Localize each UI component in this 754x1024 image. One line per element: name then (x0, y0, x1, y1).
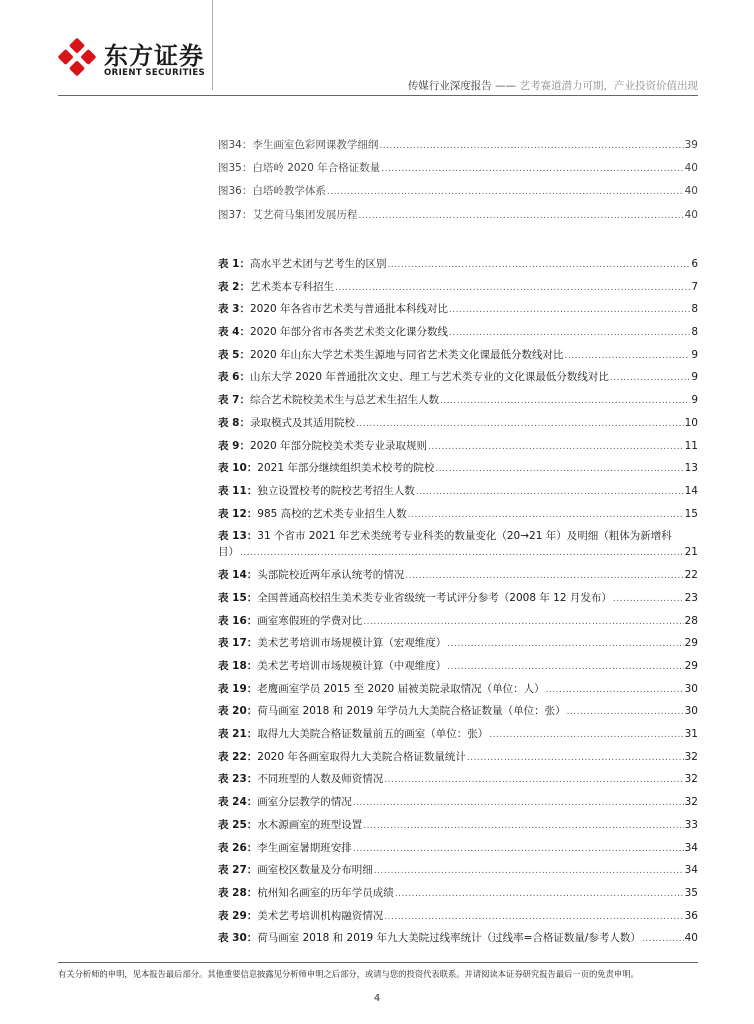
table-number: 表 9： (218, 439, 250, 452)
table-title: 录取模式及其适用院校 (249, 416, 355, 429)
table-title: 31 个省市 2021 年艺术类统考专业科类的数量变化（20→21 年）及明细（粗体为新增科 (257, 530, 672, 543)
figure-label: 图35：白塔岭 2020 年合格证数量 (218, 162, 381, 175)
table-page: 32 (684, 773, 698, 786)
table-number: 表 18： (218, 660, 258, 672)
table-label (218, 347, 564, 362)
table-number: 表 1： (218, 258, 250, 270)
table-title: 2020 年各画室取得九大美院合格证数量统计 (257, 750, 466, 763)
table-number: 表 26： (218, 841, 258, 854)
table-title: 艺术类本专科招生 (249, 280, 334, 293)
toc-table-row[interactable] (218, 506, 698, 529)
leader-dots (353, 798, 684, 808)
toc-table-row[interactable] (218, 840, 698, 863)
toc-table-row[interactable] (218, 544, 698, 567)
table-number: 表 8： (218, 416, 250, 429)
table-label (218, 794, 352, 809)
table-label (218, 279, 334, 294)
table-label (218, 506, 407, 521)
table-label (218, 567, 404, 582)
toc-figure-row[interactable] (218, 160, 698, 183)
table-title: 2021 年部分继续组织美术校考的院校 (257, 462, 435, 475)
table-page: 9 (691, 348, 698, 361)
toc-table-row[interactable] (218, 908, 698, 931)
table-page: 36 (684, 909, 698, 922)
header-separator: —— (491, 80, 520, 92)
table-label (218, 483, 415, 498)
table-page: 13 (684, 462, 698, 475)
table-title: 水木源画室的班型设置 (257, 818, 363, 831)
table-page: 35 (684, 886, 698, 899)
leader-dots (447, 662, 683, 672)
leader-dots (384, 912, 683, 922)
table-label (218, 369, 609, 384)
table-number: 表 3： (218, 303, 250, 316)
table-page: 7 (691, 280, 698, 293)
table-page: 29 (684, 660, 698, 672)
table-list (218, 256, 698, 953)
table-number: 表 24： (218, 796, 258, 809)
table-title: 2020 年部分省市各类艺术类文化课分数线 (249, 326, 449, 339)
toc-table-row[interactable] (218, 567, 698, 590)
table-number: 表 16： (218, 614, 258, 627)
toc-table-row[interactable] (218, 703, 698, 726)
figure-label: 图36：白塔岭教学体系 (218, 185, 326, 198)
table-number: 表 27： (218, 864, 258, 877)
table-label (218, 862, 373, 877)
table-title: 美术艺考培训市场规模计算（宏观维度） (257, 637, 447, 650)
table-page: 29 (684, 637, 698, 650)
leader-dots (374, 866, 684, 876)
table-label (218, 590, 612, 605)
table-number: 表 7： (218, 394, 250, 407)
table-label (218, 301, 448, 316)
toc-table-row[interactable] (218, 279, 698, 302)
table-title: 杭州知名画室的历年学员成绩 (257, 886, 394, 899)
toc-table-row[interactable] (218, 681, 698, 704)
figure-label: 图37：艾艺荷马集团发展历程 (218, 208, 358, 221)
table-page: 33 (684, 818, 698, 831)
table-number: 表 22： (218, 750, 258, 763)
leader-dots (489, 730, 683, 740)
leader-dots (567, 707, 684, 717)
toc-table-row[interactable] (218, 590, 698, 613)
table-page: 30 (684, 682, 698, 695)
table-page: 22 (684, 569, 698, 582)
toc-figure-row[interactable] (218, 183, 698, 206)
table-label (218, 681, 545, 696)
table-label (218, 460, 434, 475)
table-title: 画室校区数量及分布明细 (257, 864, 373, 877)
leader-dots (327, 187, 684, 197)
table-label (218, 256, 386, 271)
table-label (218, 908, 383, 923)
table-number: 表 12： (218, 507, 258, 520)
toc-table-row[interactable] (218, 392, 698, 415)
leader-dots (363, 617, 683, 627)
table-page: 21 (684, 546, 698, 559)
leader-dots (335, 283, 690, 293)
leader-dots (613, 594, 684, 604)
leader-dots (642, 934, 684, 944)
brand-name-en: ORIENT SECURITIES (104, 68, 206, 78)
table-number: 表 30： (218, 932, 258, 945)
table-page: 8 (691, 303, 698, 316)
table-label (218, 392, 439, 407)
table-number: 表 11： (218, 484, 258, 497)
table-label (218, 817, 362, 832)
table-page: 9 (691, 394, 698, 407)
table-page: 34 (684, 841, 698, 854)
figure-page: 40 (684, 162, 698, 175)
toc-table-row[interactable] (218, 771, 698, 794)
table-title: 李生画室暑期班安排 (257, 841, 352, 854)
table-title: 美术艺考培训市场规模计算（中观维度） (257, 660, 447, 672)
orient-securities-logo-icon (58, 38, 96, 76)
table-number: 表 4： (218, 326, 250, 339)
leader-dots (610, 373, 690, 383)
table-title: 高水平艺术团与艺考生的区别 (249, 258, 387, 270)
table-page: 28 (684, 614, 698, 627)
toc-table-row[interactable] (218, 347, 698, 370)
brand-logo (58, 36, 218, 86)
toc-table-row[interactable] (218, 369, 698, 392)
table-label (218, 771, 383, 786)
table-page: 10 (684, 416, 698, 429)
footer-divider (58, 962, 698, 963)
toc-table-row[interactable] (218, 930, 698, 953)
leader-dots (353, 844, 684, 854)
leader-dots (363, 821, 683, 831)
table-label (218, 885, 394, 900)
table-title: 985 高校的艺术类专业招生人数 (257, 507, 407, 520)
page-number: 4 (373, 993, 381, 1004)
leader-dots (405, 571, 683, 581)
toc-table-row[interactable] (218, 885, 698, 908)
leader-dots (435, 464, 683, 474)
table-page: 11 (684, 439, 698, 452)
table-label (218, 528, 672, 543)
leader-dots (358, 211, 683, 221)
table-title: 画室寒假班的学费对比 (257, 614, 363, 627)
leader-dots (449, 305, 690, 315)
table-label (218, 438, 427, 453)
table-label (218, 749, 466, 764)
table-page: 30 (684, 705, 698, 718)
table-label (218, 840, 352, 855)
table-title: 老鹰画室学员 2015 至 2020 届被美院录取情况（单位：人） (257, 682, 545, 695)
table-label (218, 324, 448, 339)
report-category: 传媒行业深度报告 (407, 80, 492, 92)
leader-dots (447, 639, 683, 649)
table-title: 取得九大美院合格证数量前五的画室（单位：张） (257, 728, 489, 741)
toc-table-row[interactable] (218, 256, 698, 279)
leader-dots (416, 487, 684, 497)
toc-table-row[interactable] (218, 324, 698, 347)
table-title: 山东大学 2020 年普通批次文史、理工与艺术类专业的文化课最低分数线对比 (249, 371, 609, 384)
table-number: 表 13： (218, 530, 258, 543)
report-header (408, 78, 698, 93)
table-label (218, 703, 566, 718)
toc-table-row[interactable] (218, 528, 698, 544)
leader-dots (395, 889, 684, 899)
toc-table-row[interactable] (218, 438, 698, 461)
toc-figure-row[interactable] (218, 137, 698, 160)
toc-table-row[interactable] (218, 794, 698, 817)
leader-dots (356, 419, 684, 429)
table-page: 8 (691, 326, 698, 339)
table-page: 9 (691, 371, 698, 384)
table-number: 表 6： (218, 371, 250, 384)
table-title: 综合艺术院校美术生与总艺术生招生人数 (249, 394, 439, 407)
table-page: 34 (684, 864, 698, 877)
table-title: 头部院校近两年承认统考的情况 (257, 569, 405, 582)
brand-name-cn: 东方证券 (104, 42, 204, 70)
toc-table-row[interactable] (218, 749, 698, 772)
toc-table-row[interactable] (218, 301, 698, 324)
table-page: 14 (684, 484, 698, 497)
leader-dots (565, 351, 691, 361)
toc-table-row[interactable] (218, 483, 698, 506)
table-title: 画室分层教学的情况 (257, 796, 352, 809)
table-page: 40 (684, 932, 698, 945)
table-number: 表 10： (218, 462, 258, 475)
table-title: 荷马画室 2018 和 2019 年学员九大美院合格证数量（单位：张） (257, 705, 566, 718)
table-number: 表 5： (218, 348, 250, 361)
table-title: 2020 年各省市艺术类与普通批本科线对比 (249, 303, 449, 316)
table-number: 表 17： (218, 637, 258, 650)
table-number: 表 14： (218, 569, 258, 582)
leader-dots (449, 328, 690, 338)
figure-page: 39 (684, 139, 698, 151)
leader-dots (381, 164, 683, 174)
table-title: 全国普通高校招生美术类专业省级统一考试评分参考（2008 年 12 月发布） (257, 591, 612, 604)
table-number: 表 28： (218, 886, 258, 899)
toc-table-row[interactable] (218, 415, 698, 438)
leader-dots (467, 753, 684, 763)
table-number: 表 25： (218, 818, 258, 831)
leader-dots (240, 548, 684, 558)
table-title: 荷马画室 2018 和 2019 年九大美院过线率统计（过线率=合格证数量/参考人数） (257, 932, 641, 945)
table-label (218, 658, 446, 673)
table-number: 表 19： (218, 682, 258, 695)
figure-list (218, 137, 698, 230)
table-number: 表 23： (218, 773, 258, 786)
table-label (218, 613, 362, 628)
table-number: 表 20： (218, 705, 258, 718)
table-page: 32 (684, 750, 698, 763)
toc-table-row[interactable] (218, 658, 698, 681)
disclaimer-text: 有关分析师的申明，见本报告最后部分。其他重要信息披露见分析师申明之后部分，或请与您的投资代表联系。并请阅读本证券研究报告最后一页的免责申明。 (58, 969, 639, 979)
toc-table-row[interactable] (218, 613, 698, 636)
table-page: 23 (684, 591, 698, 604)
leader-dots (387, 260, 690, 270)
figure-page: 40 (684, 208, 698, 221)
toc-table-row[interactable] (218, 726, 698, 749)
toc-table-row[interactable] (218, 460, 698, 483)
report-subtitle: 艺考赛道潜力可期，产业投资价值出现 (519, 80, 698, 92)
leader-dots (384, 775, 683, 785)
table-number: 表 2： (218, 280, 250, 293)
table-number: 表 15： (218, 591, 258, 604)
table-title: 独立设置校考的院校艺考招生人数 (257, 484, 415, 497)
table-number: 表 21： (218, 728, 258, 741)
leader-dots (546, 685, 684, 695)
table-title: 不同班型的人数及师资情况 (257, 773, 384, 786)
table-page: 15 (684, 507, 698, 520)
table-page: 31 (684, 728, 698, 741)
table-label (218, 930, 641, 945)
table-label (218, 415, 355, 430)
toc-table-row[interactable] (218, 635, 698, 658)
table-page: 32 (684, 796, 698, 809)
table-page: 6 (691, 258, 698, 270)
table-title: 2020 年山东大学艺术类生源地与同省艺术类文化课最低分数线对比 (249, 348, 564, 361)
table-label (218, 726, 488, 741)
toc-figure-row[interactable] (218, 207, 698, 230)
leader-dots (440, 396, 690, 406)
toc-table-row[interactable] (218, 817, 698, 840)
leader-dots (408, 510, 684, 520)
table-label (218, 635, 446, 650)
table-title: 2020 年部分院校美术类专业录取规则 (249, 439, 428, 452)
figure-label: 图34：李生画室色彩网课教学细纲 (218, 139, 379, 151)
table-title-continued: 目） (218, 546, 239, 559)
header-divider (58, 95, 698, 96)
toc-table-row[interactable] (218, 862, 698, 885)
header-vertical-divider (212, 0, 213, 90)
table-title: 美术艺考培训机构融资情况 (257, 909, 384, 922)
figure-page: 40 (684, 185, 698, 198)
leader-dots (428, 442, 684, 452)
leader-dots (379, 141, 683, 151)
table-number: 表 29： (218, 909, 258, 922)
